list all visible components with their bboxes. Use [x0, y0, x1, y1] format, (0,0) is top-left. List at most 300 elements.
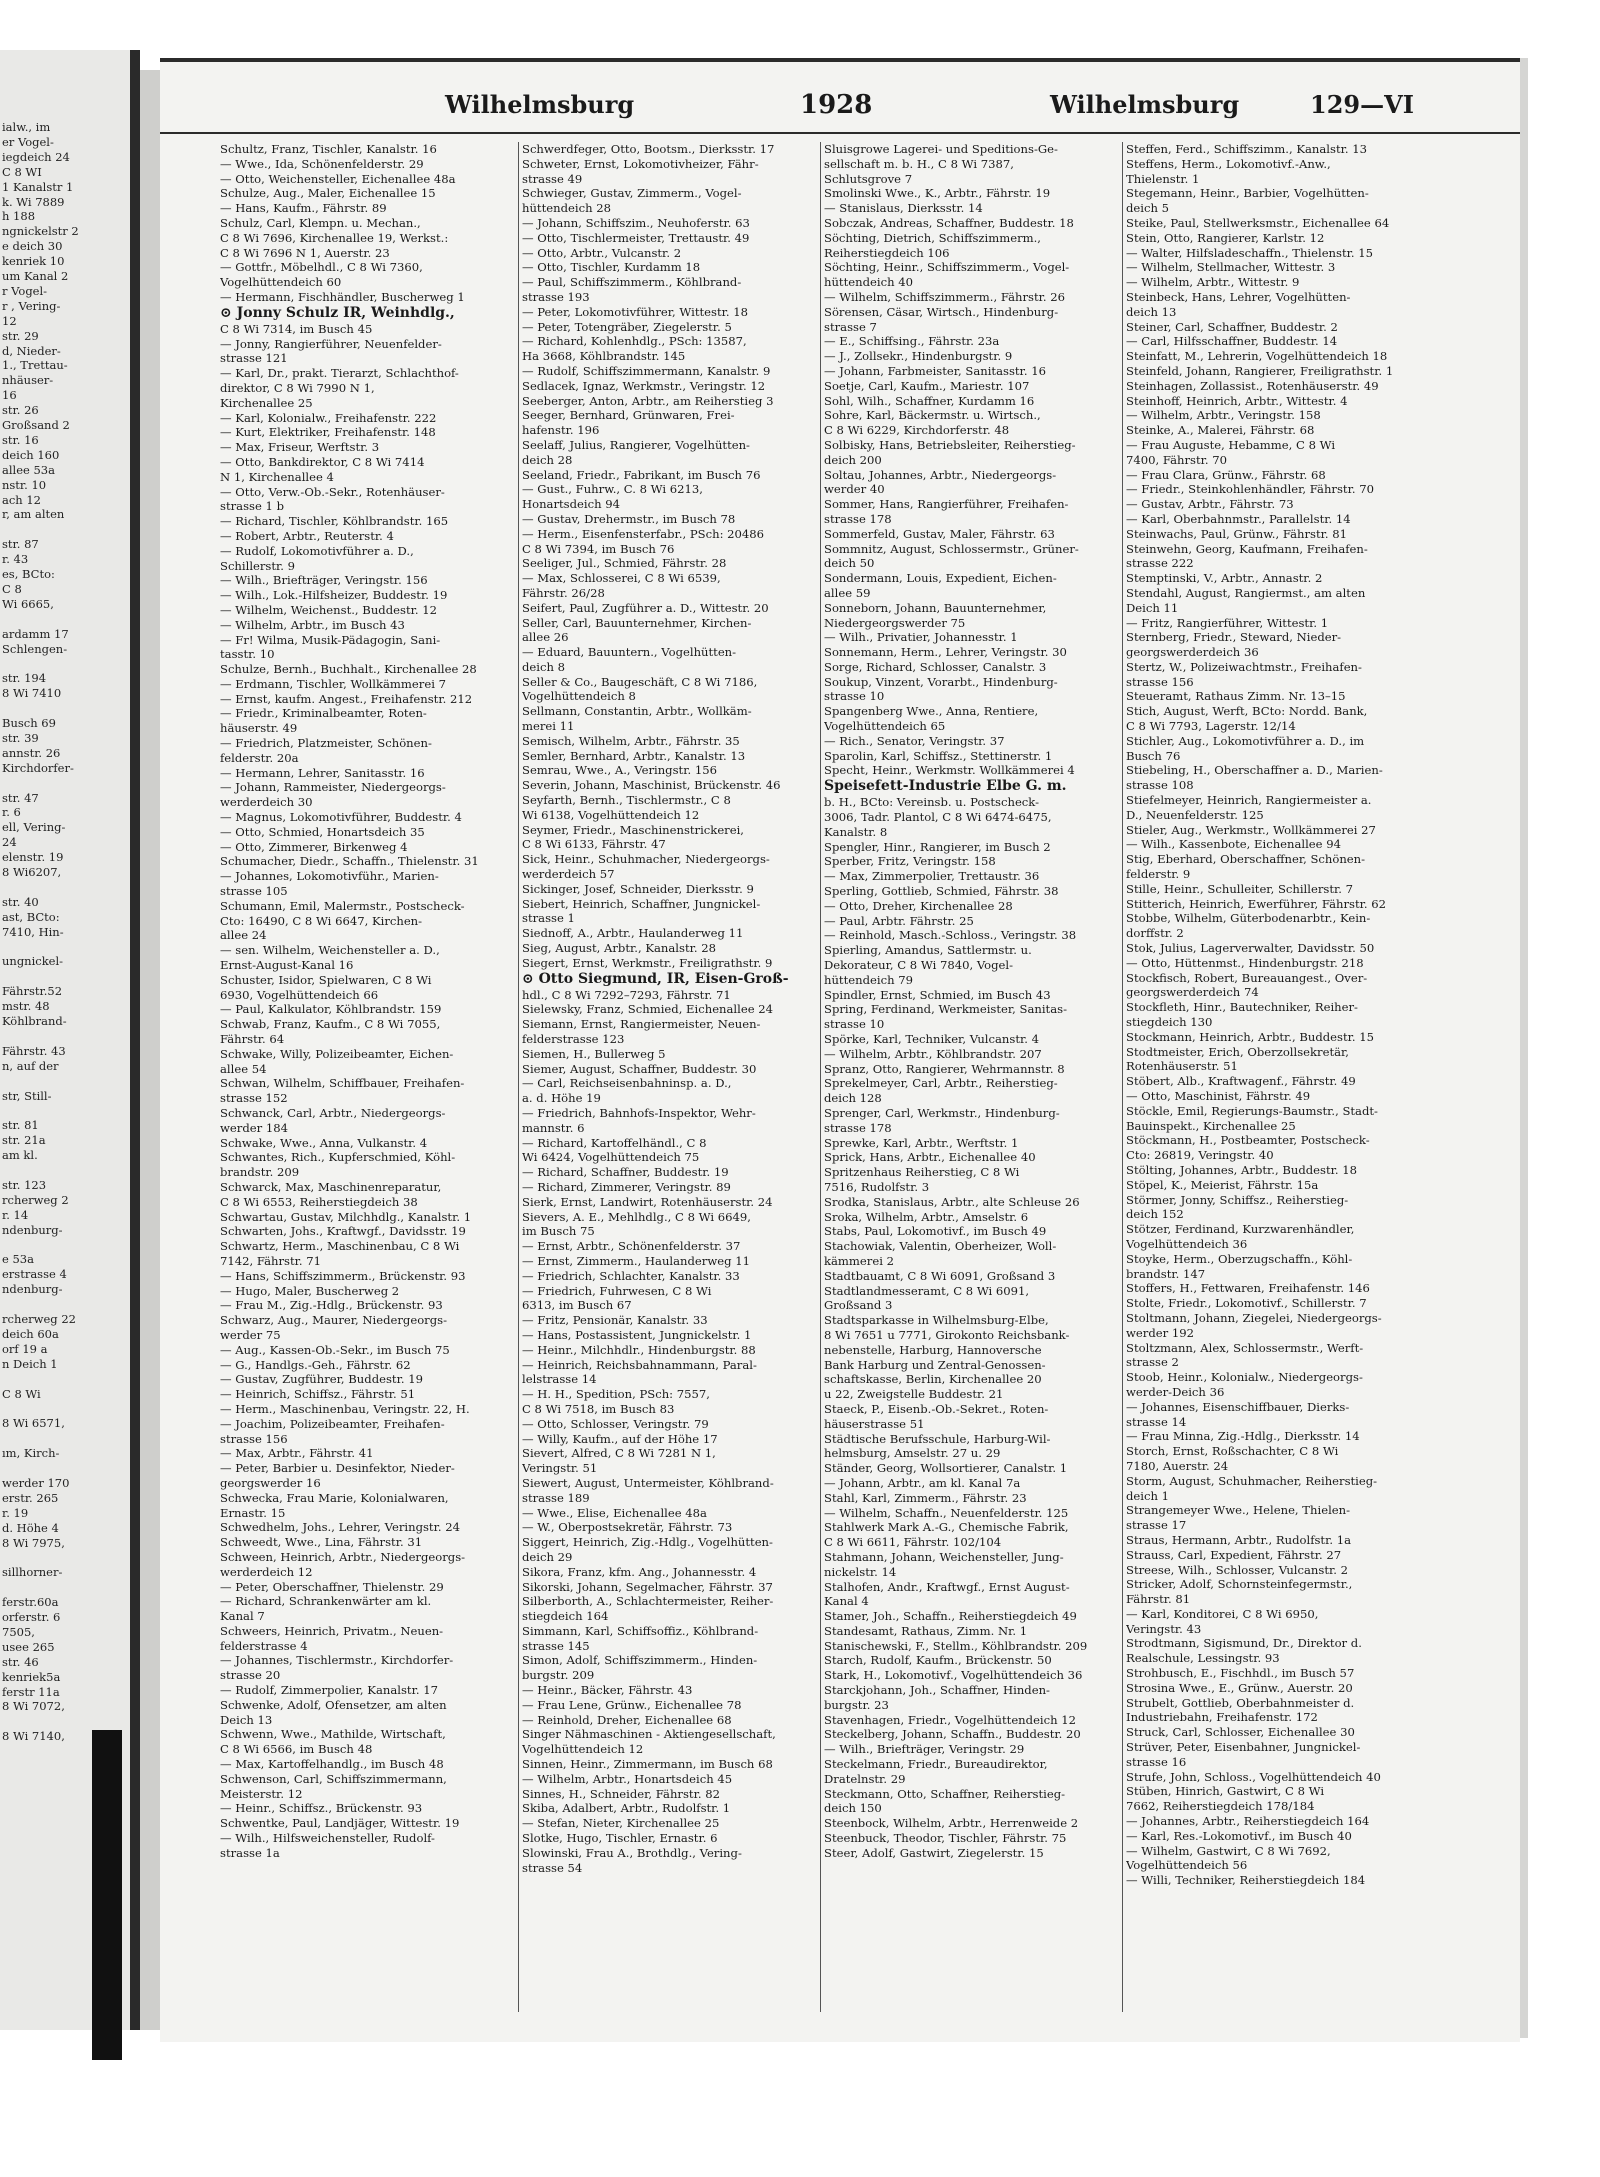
fragment-line: str. 123	[2, 1177, 47, 1192]
directory-entry-line: Stille, Heinr., Schulleiter, Schillerstr. 7	[1126, 881, 1353, 896]
directory-entry-line: — Frau M., Zig.-Hdlg., Brückenstr. 93	[220, 1298, 443, 1313]
directory-entry-line: Vogelhüttendeich 36	[1126, 1236, 1248, 1251]
directory-entry-line: felderstrasse 123	[522, 1032, 625, 1047]
directory-entry-line: Schwake, Willy, Polizeibeamter, Eichen-	[220, 1046, 454, 1061]
directory-entry-line: Stachowiak, Valentin, Oberheizer, Woll-	[824, 1239, 1057, 1254]
directory-entry-line: Wi 6138, Vogelhüttendeich 12	[522, 807, 700, 822]
directory-entry-line: — Kurt, Elektriker, Freihafenstr. 148	[220, 425, 436, 440]
directory-entry-line: Stöpel, K., Meierist, Fährstr. 15a	[1126, 1177, 1319, 1192]
fragment-line: kenriek5a	[2, 1669, 61, 1684]
directory-entry-line: strasse 108	[1126, 778, 1194, 793]
directory-entry-line: — Wilhelm, Schaffn., Neuenfelderstr. 125	[824, 1505, 1069, 1520]
directory-entry-line: — Magnus, Lokomotivführer, Buddestr. 4	[220, 810, 462, 825]
directory-entry-line: strasse 16	[1126, 1754, 1187, 1769]
fragment-line: 16	[2, 388, 17, 403]
directory-entry-line: werder 192	[1126, 1325, 1194, 1340]
directory-entry-line: Stodtmeister, Erich, Oberzollsekretär,	[1126, 1044, 1349, 1059]
directory-entry-line: Soetje, Carl, Kaufm., Mariestr. 107	[824, 378, 1030, 393]
directory-entry-line: hüttendeich 79	[824, 972, 913, 987]
fragment-line: 7505,	[2, 1624, 35, 1639]
directory-entry-line: Ha 3668, Köhlbrandstr. 145	[522, 349, 686, 364]
directory-entry-line: Sikorski, Johann, Segelmacher, Fährstr. 37	[522, 1579, 773, 1594]
directory-entry-line: georgswerderdeich 74	[1126, 985, 1259, 1000]
directory-entry-line: — Otto, Schlosser, Veringstr. 79	[522, 1416, 709, 1431]
directory-entry-line: Stalhofen, Andr., Kraftwgf., Ernst August-	[824, 1579, 1070, 1594]
directory-entry-line: Stöckmann, H., Postbeamter, Postscheck-	[1126, 1133, 1370, 1148]
directory-entry-line: strasse 152	[220, 1091, 288, 1106]
directory-entry-line: — Frau Auguste, Hebamme, C 8 Wi	[1126, 437, 1336, 452]
directory-entry-line: 6930, Vogelhüttendeich 66	[220, 987, 379, 1002]
directory-entry-line: Srodka, Stanislaus, Arbtr., alte Schleuse 26	[824, 1194, 1080, 1209]
directory-entry-line: — Max, Kartoffelhandlg., im Busch 48	[220, 1757, 444, 1772]
directory-entry-line: Vogelhüttendeich 12	[522, 1742, 644, 1757]
directory-entry-line: Seeliger, Jul., Schmied, Fährstr. 28	[522, 556, 727, 571]
directory-entry-line: strasse 156	[220, 1431, 288, 1446]
directory-entry-line: hüttendeich 40	[824, 275, 913, 290]
fragment-line: erstr. 265	[2, 1490, 59, 1505]
directory-entry-line: Steike, Paul, Stellwerksmstr., Eichenallee 64	[1126, 215, 1390, 230]
directory-entry-line: Strodtmann, Sigismund, Dr., Direktor d.	[1126, 1636, 1362, 1651]
column-4	[1126, 142, 1418, 2022]
directory-entry-line: — Frau Minna, Zig.-Hdlg., Dierksstr. 14	[1126, 1429, 1360, 1444]
directory-entry-line: — Heinr., Bäcker, Fährstr. 43	[522, 1683, 693, 1698]
directory-entry-line: — Otto, Verw.-Ob.-Sekr., Rotenhäuser-	[220, 484, 445, 499]
fragment-line: 8 Wi 7410	[2, 686, 62, 701]
directory-entry-line: Sörensen, Cäsar, Wirtsch., Hindenburg-	[824, 304, 1059, 319]
header-rule	[160, 132, 1520, 134]
directory-entry-line: C 8 Wi 7314, im Busch 45	[220, 321, 373, 336]
directory-entry-line: Steffen, Ferd., Schiffszimm., Kanalstr. 13	[1126, 142, 1368, 156]
fragment-line: annstr. 26	[2, 745, 61, 760]
page-edge-shadow	[130, 50, 140, 2030]
directory-entry-line: — Wilh., Lok.-Hilfsheizer, Buddestr. 19	[220, 588, 448, 603]
directory-entry-line: Sobczak, Andreas, Schaffner, Buddestr. 18	[824, 215, 1074, 230]
fragment-line: Köhlbrand-	[2, 1014, 67, 1028]
directory-entry-line: Deich 13	[220, 1712, 273, 1727]
directory-entry-line: Schulze, Aug., Maler, Eichenallee 15	[220, 186, 436, 201]
fragment-line: ell, Vering-	[2, 820, 66, 835]
directory-entry-line: Steckmann, Otto, Schaffner, Reiherstieg-	[824, 1786, 1066, 1801]
directory-entry-line: Schwartau, Gustav, Milchhdlg., Kanalstr. 1	[220, 1209, 472, 1224]
directory-entry-line: stiegdeich 164	[522, 1609, 609, 1624]
directory-entry-line: — Reinhold, Masch.-Schloss., Veringstr. 38	[824, 928, 1077, 943]
fragment-line: kenriek 10	[2, 254, 65, 269]
directory-entry-line: Stich, August, Werft, BCto: Nordd. Bank,	[1126, 704, 1368, 719]
directory-entry-line: deich 13	[1126, 304, 1177, 319]
fragment-line: 8 Wi 7140,	[2, 1729, 65, 1744]
fragment-line: 12	[2, 313, 17, 328]
directory-entry-line: 3006, Tadr. Plantol, C 8 Wi 6474-6475,	[824, 810, 1052, 825]
directory-entry-line: — Friedrich, Platzmeister, Schönen-	[220, 736, 432, 751]
fragment-line: 8 Wi 7072,	[2, 1699, 65, 1714]
directory-entry-line: — Willi, Techniker, Reiherstiegdeich 184	[1126, 1873, 1366, 1888]
directory-entry-line: — Paul, Arbtr. Fährstr. 25	[824, 913, 974, 928]
directory-entry-line: Stoltzmann, Alex, Schlossermstr., Werft-	[1126, 1340, 1364, 1355]
directory-entry-line: Schultz, Franz, Tischler, Kanalstr. 16	[220, 142, 437, 156]
directory-entry-line: — Heinrich, Schiffsz., Fährstr. 51	[220, 1387, 416, 1402]
directory-entry-line: strasse 54	[522, 1860, 583, 1875]
fragment-line: allee 53a	[2, 462, 55, 477]
directory-entry-line: Schweedt, Wwe., Lina, Fährstr. 31	[220, 1535, 423, 1550]
directory-entry-line: Stig, Eberhard, Oberschaffner, Schönen-	[1126, 852, 1366, 867]
directory-entry-line: Fährstr. 81	[1126, 1592, 1191, 1607]
directory-entry-line: Spindler, Ernst, Schmied, im Busch 43	[824, 987, 1051, 1002]
directory-entry-line: — Johann, Rammeister, Niedergeorgs-	[220, 780, 446, 795]
fragment-line: 1., Trettau-	[2, 358, 68, 373]
directory-entry-line: Struck, Carl, Schlosser, Eichenallee 30	[1126, 1725, 1355, 1740]
directory-entry-line: deich 5	[1126, 201, 1170, 216]
directory-entry-line: Schwake, Wwe., Anna, Vulkanstr. 4	[220, 1135, 428, 1150]
directory-entry-line: Storch, Ernst, Roßschachter, C 8 Wi	[1126, 1444, 1339, 1459]
directory-entry-line: Söchting, Dietrich, Schiffszimmerm.,	[824, 230, 1041, 245]
directory-entry-line: deich 8	[522, 659, 566, 674]
fragment-line: ndenburg-	[2, 1222, 63, 1237]
directory-entry-line: — Max, Arbtr., Fährstr. 41	[220, 1446, 374, 1461]
directory-entry-line: Sielewsky, Franz, Schmied, Eichenallee 24	[522, 1002, 774, 1017]
directory-entry-line: Stockfisch, Robert, Bureauangest., Over-	[1126, 970, 1368, 985]
directory-entry-line: Schillerstr. 9	[220, 558, 296, 573]
directory-entry-line: — Karl, Dr., prakt. Tierarzt, Schlachthof-	[220, 366, 459, 381]
directory-entry-line: Cto: 16490, C 8 Wi 6647, Kirchen-	[220, 913, 423, 928]
directory-entry-line: Storm, August, Schuhmacher, Reiherstieg-	[1126, 1473, 1378, 1488]
binding-gutter	[92, 1730, 122, 2060]
directory-entry-line: Vogelhüttendeich 65	[824, 719, 946, 734]
directory-entry-line: — Hermann, Fischhändler, Buscherweg 1	[220, 289, 465, 304]
directory-entry-line: Staeck, P., Eisenb.-Ob.-Sekret., Roten-	[824, 1401, 1049, 1416]
directory-entry-line: Schwanck, Carl, Arbtr., Niedergeorgs-	[220, 1106, 446, 1120]
directory-entry-line: werderdeich 12	[220, 1564, 313, 1579]
directory-entry-line: Stabs, Paul, Lokomotivf., im Busch 49	[824, 1224, 1047, 1239]
directory-entry-line: — Hermann, Lehrer, Sanitasstr. 16	[220, 765, 425, 780]
gutter-shadow	[140, 70, 160, 2030]
directory-entry-line: strasse 193	[522, 289, 590, 304]
directory-entry-line: Stolte, Friedr., Lokomotivf., Schillerstr. 7	[1126, 1296, 1367, 1311]
fragment-line: C 8 Wi	[2, 1386, 41, 1401]
directory-entry-line: helmsburg, Amselstr. 27 u. 29	[824, 1446, 1001, 1461]
column-2	[522, 142, 814, 2022]
directory-entry-line: deich 28	[522, 452, 573, 467]
directory-entry-line: Strosina Wwe., E., Grünw., Auerstr. 20	[1126, 1680, 1353, 1695]
directory-entry-line: Bank Harburg und Zentral-Genossen-	[824, 1357, 1046, 1372]
fragment-line: ardamm 17	[2, 626, 69, 641]
directory-entry-line: — Otto, Hüttenmst., Hindenburgstr. 218	[1126, 955, 1364, 970]
directory-entry-line: — Wilhelm, Gastwirt, C 8 Wi 7692,	[1126, 1843, 1331, 1858]
fragment-line: ngnickelstr 2	[2, 224, 79, 239]
directory-entry-line: allee 26	[522, 630, 569, 645]
directory-entry-line: Schwenke, Adolf, Ofensetzer, am alten	[220, 1697, 447, 1712]
directory-entry-line: Vogelhüttendeich 8	[522, 689, 636, 704]
directory-entry-line: Siegert, Ernst, Werkmstr., Freiligrathstr. 9	[522, 955, 773, 970]
header-year: 1928	[800, 90, 873, 120]
directory-entry-line: — Rudolf, Lokomotivführer a. D.,	[220, 543, 414, 558]
directory-entry-line: Speisefett-Industrie Elbe G. m.	[824, 778, 1067, 795]
directory-entry-line: Stiebeling, H., Oberschaffner a. D., Marien-	[1126, 763, 1383, 778]
directory-entry-line: Sommer, Hans, Rangierführer, Freihafen-	[824, 497, 1069, 512]
directory-entry-line: strasse 145	[522, 1638, 590, 1653]
fragment-line: 8 Wi 7975,	[2, 1535, 65, 1550]
directory-entry-line: — Friedr., Steinkohlenhändler, Fährstr. 70	[1126, 482, 1374, 497]
directory-entry-line: Stahl, Karl, Zimmerm., Fährstr. 23	[824, 1490, 1027, 1505]
directory-entry-line: — Richard, Kohlenhdlg., PSch: 13587,	[522, 334, 747, 349]
directory-entry-line: Stöbert, Alb., Kraftwagenf., Fährstr. 49	[1126, 1074, 1356, 1089]
directory-entry-line: — Ernst, Arbtr., Schönenfelderstr. 37	[522, 1239, 741, 1254]
fragment-line: C 8	[2, 581, 22, 596]
directory-entry-line: ⊙ Jonny Schulz IR, Weinhdlg.,	[220, 304, 455, 321]
directory-entry-line: Smolinski Wwe., K., Arbtr., Fährstr. 19	[824, 186, 1051, 201]
directory-entry-line: Stoltmann, Johann, Ziegelei, Niedergeorgs-	[1126, 1310, 1382, 1325]
directory-entry-line: Schwan, Wilhelm, Schiffbauer, Freihafen-	[220, 1076, 465, 1091]
directory-entry-line: Sinnes, H., Schneider, Fährstr. 82	[522, 1786, 720, 1801]
header-left-title: Wilhelmsburg	[445, 90, 635, 119]
directory-entry-line: felderstrasse 4	[220, 1638, 308, 1653]
fragment-line: Schlengen-	[2, 641, 68, 656]
directory-entry-line: Steenbuck, Theodor, Tischler, Fährstr. 75	[824, 1831, 1067, 1846]
directory-entry-line: Niedergeorgswerder 75	[824, 615, 966, 630]
directory-entry-line: Ernst-August-Kanal 16	[220, 958, 354, 973]
directory-entry-line: — Richard, Tischler, Köhlbrandstr. 165	[220, 514, 449, 529]
directory-entry-line: — Wilh., Briefträger, Veringstr. 29	[824, 1742, 1025, 1757]
directory-entry-line: Sinnen, Heinr., Zimmermann, im Busch 68	[522, 1757, 773, 1772]
fragment-line: ferstr.60a	[2, 1595, 59, 1610]
directory-entry-line: Industriebahn, Freihafenstr. 172	[1126, 1710, 1318, 1725]
directory-entry-line: — Hans, Kaufm., Fährstr. 89	[220, 201, 387, 216]
directory-entry-line: Semisch, Wilhelm, Arbtr., Fährstr. 35	[522, 733, 740, 748]
directory-entry-line: Fährstr. 64	[220, 1032, 285, 1047]
directory-entry-line: Rotenhäuserstr. 51	[1126, 1059, 1238, 1074]
directory-entry-line: deich 150	[824, 1801, 882, 1816]
directory-entry-line: — Carl, Reichseisenbahninsp. a. D.,	[522, 1076, 732, 1091]
fragment-line: r. 6	[2, 805, 21, 820]
directory-entry-line: b. H., BCto: Vereinsb. u. Postscheck-	[824, 795, 1040, 810]
directory-entry-line: werder-Deich 36	[1126, 1384, 1225, 1399]
fragment-line: d. Höhe 4	[2, 1520, 59, 1535]
directory-entry-line: Soltau, Johannes, Arbtr., Niedergeorgs-	[824, 467, 1057, 482]
directory-entry-line: — sen. Wilhelm, Weichensteller a. D.,	[220, 943, 440, 958]
directory-entry-line: Steinbeck, Hans, Lehrer, Vogelhütten-	[1126, 289, 1351, 304]
fragment-line: e deich 30	[2, 239, 63, 254]
directory-entry-line: schaftskasse, Berlin, Kirchenallee 20	[824, 1372, 1042, 1387]
directory-entry-line: strasse 1 b	[220, 499, 284, 514]
fragment-line: Wi 6665,	[2, 596, 54, 611]
fragment-line: 1 Kanalstr 1	[2, 179, 74, 194]
directory-entry-line: — Max, Schlosserei, C 8 Wi 6539,	[522, 571, 721, 586]
fragment-line: werder 170	[2, 1475, 70, 1490]
directory-entry-line: Sedlacek, Ignaz, Werkmstr., Veringstr. 12	[522, 378, 766, 393]
directory-entry-line: — Hans, Schiffszimmerm., Brückenstr. 93	[220, 1268, 466, 1283]
directory-entry-line: Kanal 7	[220, 1609, 265, 1624]
directory-entry-line: 7400, Fährstr. 70	[1126, 452, 1228, 467]
directory-entry-line: merei 11	[522, 719, 575, 734]
directory-entry-line: — Johannes, Lokomotivführ., Marien-	[220, 869, 439, 884]
directory-entry-line: — E., Schiffsing., Fährstr. 23a	[824, 334, 1000, 349]
directory-entry-line: — Willy, Kaufm., auf der Höhe 17	[522, 1431, 718, 1446]
directory-entry-line: — Paul, Schiffszimmerm., Köhlbrand-	[522, 275, 742, 290]
directory-entry-line: deich 128	[824, 1091, 882, 1106]
directory-entry-line: Sellmann, Constantin, Arbtr., Wollkäm-	[522, 704, 752, 719]
directory-entry-line: nebenstelle, Harburg, Hannoversche	[824, 1342, 1042, 1357]
fragment-line: 24	[2, 835, 17, 850]
fragment-line: 7410, Hin-	[2, 924, 64, 939]
directory-entry-line: — Gustav, Arbtr., Fährstr. 73	[1126, 497, 1294, 512]
directory-entry-line: Steiner, Carl, Schaffner, Buddestr. 2	[1126, 319, 1338, 334]
fragment-line: rcherweg 22	[2, 1312, 76, 1326]
directory-entry-line: Veringstr. 51	[522, 1461, 598, 1476]
directory-entry-line: Spring, Ferdinand, Werkmeister, Sanitas-	[824, 1002, 1067, 1017]
directory-entry-line: Steckelmann, Friedr., Bureaudirektor,	[824, 1757, 1048, 1772]
directory-entry-line: Stichler, Aug., Lokomotivführer a. D., im	[1126, 733, 1365, 748]
fragment-line: am kl.	[2, 1148, 38, 1163]
directory-entry-line: Busch 76	[1126, 748, 1181, 763]
directory-entry-line: häuserstr. 49	[220, 721, 298, 736]
directory-entry-line: Bauinspekt., Kirchenallee 25	[1126, 1118, 1296, 1133]
directory-entry-line: Sommerfeld, Gustav, Maler, Fährstr. 63	[824, 526, 1055, 541]
directory-entry-line: Sievert, Alfred, C 8 Wi 7281 N 1,	[522, 1446, 716, 1461]
directory-entry-line: — Wilh., Hilfsweichensteller, Rudolf-	[220, 1831, 435, 1846]
directory-entry-line: — Ernst, kaufm. Angest., Freihafenstr. 212	[220, 691, 473, 706]
fragment-line: 8 Wi6207,	[2, 865, 62, 879]
directory-entry-line: — Peter, Barbier u. Desinfektor, Nieder-	[220, 1461, 455, 1476]
directory-entry-line: Vogelhüttendeich 60	[220, 275, 342, 290]
directory-entry-line: werder 184	[220, 1120, 288, 1135]
directory-entry-line: Stavenhagen, Friedr., Vogelhüttendeich 12	[824, 1712, 1077, 1727]
directory-entry-line: Schwerdfeger, Otto, Bootsm., Dierksstr. 17	[522, 142, 775, 156]
directory-entry-line: werder 75	[220, 1327, 281, 1342]
directory-entry-line: — Johann, Arbtr., am kl. Kanal 7a	[824, 1475, 1021, 1490]
column-3	[824, 142, 1116, 2022]
directory-entry-line: Steenbock, Wilhelm, Arbtr., Herrenweide 2	[824, 1816, 1079, 1831]
fragment-line: str. 46	[2, 1654, 39, 1669]
directory-entry-line: Dekorateur, C 8 Wi 7840, Vogel-	[824, 958, 1014, 973]
directory-entry-line: — Wilhelm, Stellmacher, Wittestr. 3	[1126, 260, 1336, 275]
directory-entry-line: Sprick, Hans, Arbtr., Eichenallee 40	[824, 1150, 1036, 1165]
directory-entry-line: 8 Wi 7651 u 7771, Girokonto Reichsbank-	[824, 1327, 1070, 1342]
fragment-line: ungnickel-	[2, 954, 64, 969]
directory-entry-line: Sperling, Gottlieb, Schmied, Fährstr. 38	[824, 884, 1059, 899]
fragment-line: n Deich 1	[2, 1356, 58, 1371]
directory-entry-line: strasse 2	[1126, 1355, 1179, 1370]
directory-entry-line: C 8 Wi 6611, Fährstr. 102/104	[824, 1535, 1002, 1550]
directory-entry-line: felderstr. 20a	[220, 750, 299, 765]
directory-entry-line: — Wwe., Ida, Schönenfelderstr. 29	[220, 156, 424, 171]
directory-entry-line: — Peter, Totengräber, Ziegelerstr. 5	[522, 319, 732, 334]
directory-entry-line: Stüben, Hinrich, Gastwirt, C 8 Wi	[1126, 1784, 1325, 1799]
fragment-line: mstr. 48	[2, 999, 50, 1014]
directory-entry-line: — Heinr., Schiffsz., Brückenstr. 93	[220, 1801, 423, 1816]
fragment-line: ast, BCto:	[2, 909, 60, 924]
directory-entry-line: C 8 Wi 6133, Fährstr. 47	[522, 837, 666, 852]
directory-entry-line: Stötzer, Ferdinand, Kurzwarenhändler,	[1126, 1222, 1355, 1237]
directory-entry-line: a. d. Höhe 19	[522, 1091, 601, 1106]
directory-entry-line: — Richard, Schaffner, Buddestr. 19	[522, 1165, 729, 1180]
directory-entry-line: Stok, Julius, Lagerverwalter, Davidsstr. 50	[1126, 941, 1375, 956]
fragment-line: Busch 69	[2, 716, 56, 730]
directory-entry-line: Skiba, Adalbert, Arbtr., Rudolfstr. 1	[522, 1801, 731, 1816]
directory-entry-line: — Otto, Zimmerer, Birkenweg 4	[220, 839, 408, 854]
directory-entry-line: Specht, Heinr., Werkmstr. Wollkämmerei 4	[824, 763, 1075, 778]
directory-entry-line: Stark, H., Lokomotivf., Vogelhüttendeich 36	[824, 1668, 1083, 1683]
fragment-line: str. 40	[2, 894, 39, 909]
directory-entry-line: C 8 Wi 7394, im Busch 76	[522, 541, 675, 556]
directory-entry-line: — Richard, Schrankenwärter am kl.	[220, 1594, 432, 1609]
fragment-line: um Kanal 2	[2, 269, 69, 283]
directory-entry-line: — Robert, Arbtr., Reuterstr. 4	[220, 528, 394, 543]
directory-entry-line: strasse 49	[522, 171, 583, 186]
fragment-line: usee 265	[2, 1639, 55, 1654]
directory-entry-line: Siemann, Ernst, Rangiermeister, Neuen-	[522, 1017, 761, 1032]
directory-entry-line: im Busch 75	[522, 1224, 595, 1239]
directory-entry-line: Schulz, Carl, Klempn. u. Mechan.,	[220, 215, 421, 230]
directory-entry-line: Sprewke, Karl, Arbtr., Werftstr. 1	[824, 1135, 1019, 1150]
directory-entry-line: — Gust., Fuhrw., C. 8 Wi 6213,	[522, 482, 703, 497]
directory-entry-line: C 8 Wi 6229, Kirchdorferstr. 48	[824, 423, 1010, 438]
page-header	[160, 90, 1520, 130]
directory-entry-line: Seeger, Bernhard, Grünwaren, Frei-	[522, 408, 735, 423]
directory-entry-line: Thielenstr. 1	[1126, 171, 1200, 186]
directory-entry-line: Stölting, Johannes, Arbtr., Buddestr. 18	[1126, 1162, 1358, 1177]
directory-entry-line: 7142, Fährstr. 71	[220, 1253, 322, 1268]
directory-entry-line: Seyfarth, Bernh., Tischlermstr., C 8	[522, 793, 731, 808]
directory-entry-line: strasse 178	[824, 511, 892, 526]
directory-entry-line: — Wilhelm, Arbtr., Wittestr. 9	[1126, 275, 1300, 290]
fragment-line: nhäuser-	[2, 373, 54, 388]
directory-entry-line: Steinhoff, Heinrich, Arbtr., Wittestr. 4	[1126, 393, 1348, 408]
directory-entry-line: Stoyke, Herm., Oberzugschaffn., Köhl-	[1126, 1251, 1353, 1266]
directory-entry-line: — Otto, Schmied, Honartsdeich 35	[220, 824, 425, 839]
directory-entry-line: Spranz, Otto, Rangierer, Wehrmannstr. 8	[824, 1061, 1065, 1076]
directory-entry-line: strasse 10	[824, 1017, 885, 1032]
directory-entry-line: — Ernst, Zimmerm., Haulanderweg 11	[522, 1253, 750, 1268]
directory-entry-line: Schwieger, Gustav, Zimmerm., Vogel-	[522, 186, 742, 201]
directory-entry-line: allee 24	[220, 928, 267, 943]
directory-entry-line: burgstr. 209	[522, 1668, 595, 1683]
directory-entry-line: Realschule, Lessingstr. 93	[1126, 1651, 1280, 1666]
directory-entry-line: Siemer, August, Schaffner, Buddestr. 30	[522, 1061, 757, 1076]
directory-entry-line: — Johannes, Eisenschiffbauer, Dierks-	[1126, 1399, 1350, 1414]
directory-entry-line: Seifert, Paul, Zugführer a. D., Wittestr. 20	[522, 600, 769, 615]
directory-entry-line: — Johannes, Arbtr., Reiherstiegdeich 164	[1126, 1814, 1370, 1829]
directory-entry-line: ⊙ Otto Siegmund, IR, Eisen-Groß-	[522, 970, 789, 987]
directory-entry-line: Sommnitz, August, Schlossermstr., Grüner-	[824, 541, 1079, 556]
directory-entry-line: Stockfleth, Hinr., Bautechniker, Reiher-	[1126, 1000, 1358, 1015]
directory-entry-line: stiegdeich 130	[1126, 1015, 1213, 1030]
page-number: 129—VI	[1310, 90, 1414, 119]
directory-entry-line: Großsand 3	[824, 1298, 893, 1313]
directory-entry-line: deich 200	[824, 452, 882, 467]
directory-entry-line: — Frau Lene, Grünw., Eichenallee 78	[522, 1697, 742, 1712]
directory-entry-line: Steueramt, Rathaus Zimm. Nr. 13–15	[1126, 689, 1346, 704]
directory-entry-line: — Rudolf, Schiffszimmermann, Kanalstr. 9	[522, 363, 771, 378]
directory-entry-line: strasse 105	[220, 884, 288, 899]
directory-entry-line: georgswerderdeich 36	[1126, 645, 1259, 660]
fragment-line: str. 81	[2, 1118, 39, 1133]
directory-entry-line: Sonneborn, Johann, Bauunternehmer,	[824, 600, 1047, 615]
fragment-line: str. 194	[2, 671, 47, 686]
directory-entry-line: — Friedrich, Fuhrwesen, C 8 Wi	[522, 1283, 712, 1298]
fragment-line: 8 Wi 6571,	[2, 1416, 65, 1431]
fragment-line: ialw., im	[2, 120, 51, 134]
directory-entry-line: — Otto, Tischler, Kurdamm 18	[522, 260, 701, 275]
fragment-line: elenstr. 19	[2, 850, 64, 865]
fragment-line: str. 39	[2, 730, 39, 745]
directory-entry-line: — Gustav, Drehermstr., im Busch 78	[522, 511, 736, 526]
directory-entry-line: — G., Handlgs.-Geh., Fährstr. 62	[220, 1357, 411, 1372]
directory-entry-line: Schwarz, Aug., Maurer, Niedergeorgs-	[220, 1313, 448, 1328]
directory-entry-line: Schwentke, Paul, Landjäger, Wittestr. 19	[220, 1816, 460, 1831]
directory-entry-line: brandstr. 209	[220, 1165, 300, 1180]
fragment-line: deich 160	[2, 447, 60, 462]
directory-entry-line: Standesamt, Rathaus, Zimm. Nr. 1	[824, 1623, 1028, 1638]
directory-entry-line: Sprekelmeyer, Carl, Arbtr., Reiherstieg-	[824, 1076, 1058, 1091]
